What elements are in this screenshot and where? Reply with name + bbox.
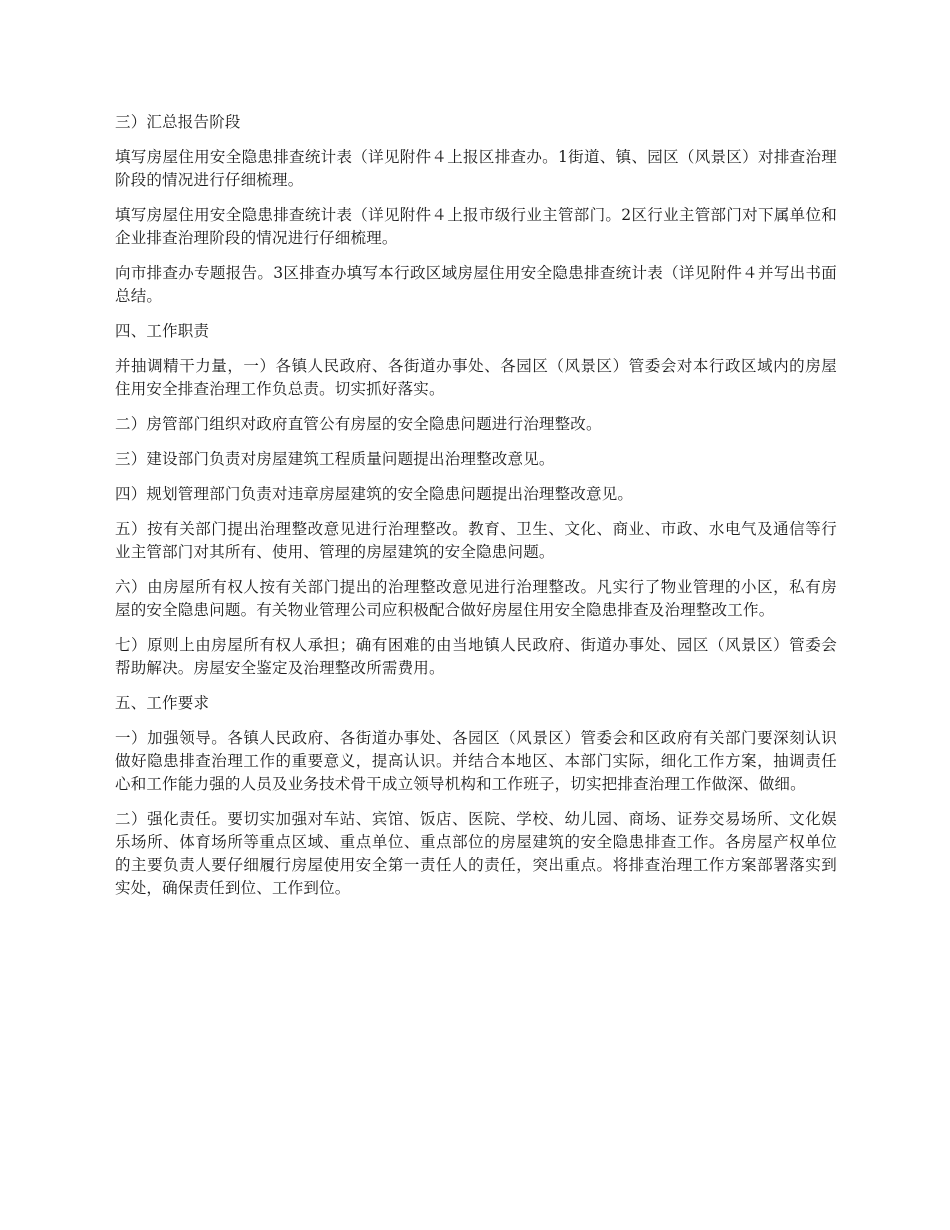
- paragraph: 三）建设部门负责对房屋建筑工程质量问题提出治理整改意见。: [115, 450, 555, 468]
- section-heading-summary-stage: 三）汇总报告阶段: [115, 113, 241, 131]
- paragraph: 二）房管部门组织对政府直管公有房屋的安全隐患问题进行治理整改。: [115, 415, 602, 433]
- paragraph: 向市排查办专题报告。3区排查办填写本行政区域房屋住用安全隐患排查统计表（详见附件４并写出书面总结。: [115, 264, 837, 305]
- paragraph: 填写房屋住用安全隐患排查统计表（详见附件４上报区排查办。1街道、镇、园区（风景区）对排查治理阶段的情况进行仔细梳理。: [115, 148, 837, 189]
- paragraph: 填写房屋住用安全隐患排查统计表（详见附件４上报市级行业主管部门。2区行业主管部门对下属单位和企业排查治理阶段的情况进行仔细梳理。: [115, 206, 837, 247]
- document-body: [115, 111, 837, 912]
- paragraph: 四）规划管理部门负责对违章房屋建筑的安全隐患问题提出治理整改意见。: [115, 485, 634, 503]
- section-heading-requirements: 五、工作要求: [115, 694, 210, 712]
- paragraph: 并抽调精干力量，一）各镇人民政府、各街道办事处、各园区（风景区）管委会对本行政区域内的房屋住用安全排查治理工作负总责。切实抓好落实。: [115, 357, 837, 398]
- paragraph: 七）原则上由房屋所有权人承担；确有困难的由当地镇人民政府、街道办事处、园区（风景区）管委会帮助解决。房屋安全鉴定及治理整改所需费用。: [115, 636, 837, 677]
- section-heading-duties: 四、工作职责: [115, 322, 210, 340]
- paragraph: 一）加强领导。各镇人民政府、各街道办事处、各园区（风景区）管委会和区政府有关部门要深刻认识做好隐患排查治理工作的重要意义，提高认识。并结合本地区、本部门实际，细化工作方案，抽调责任心和工作能力强的人员及业务技术骨干成立领导机构和工作班子，切实把排查治理工作做深、做细。: [115, 729, 837, 793]
- paragraph: 五）按有关部门提出治理整改意见进行治理整改。教育、卫生、文化、商业、市政、水电气及通信等行业主管部门对其所有、使用、管理的房屋建筑的安全隐患问题。: [115, 520, 837, 561]
- paragraph: 六）由房屋所有权人按有关部门提出的治理整改意见进行治理整改。凡实行了物业管理的小区，私有房屋的安全隐患问题。有关物业管理公司应积极配合做好房屋住用安全隐患排查及治理整改工作。: [115, 578, 837, 619]
- paragraph: 二）强化责任。要切实加强对车站、宾馆、饭店、医院、学校、幼儿园、商场、证券交易场所、文化娱乐场所、体育场所等重点区域、重点单位、重点部位的房屋建筑的安全隐患排查工作。各房屋产权单位的主要负责人要仔细履行房屋使用安全第一责任人的责任，突出重点。将排查治理工作方案部署落实到实处，确保责任到位、工作到位。: [115, 810, 837, 897]
